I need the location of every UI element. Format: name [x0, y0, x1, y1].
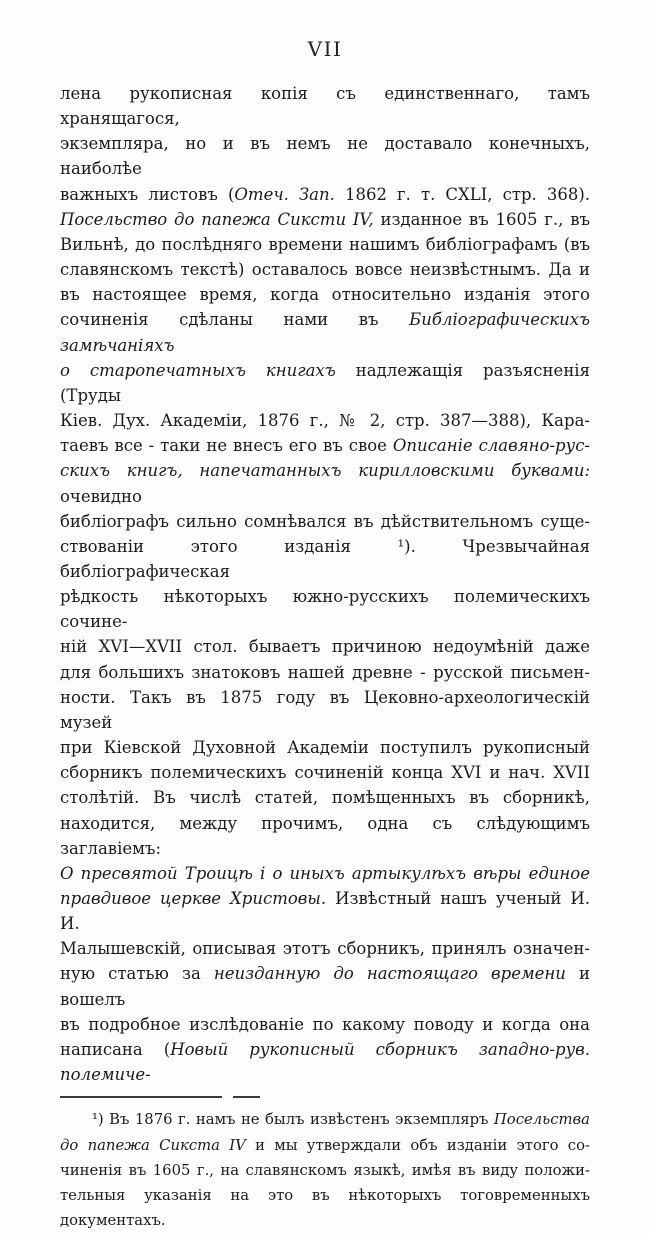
page-number: VII — [307, 37, 343, 61]
main-text — [60, 81, 590, 1087]
text-segment: надлежащія разъясненія (Труды — [60, 360, 590, 405]
text-segment: и вошелъ — [60, 964, 590, 1009]
text-line — [60, 886, 590, 936]
italic-text-segment: правдивое церкве Христовы. — [60, 889, 327, 908]
text-line — [60, 660, 590, 685]
text-line — [60, 307, 590, 357]
text-segment: ности. Такъ въ 1875 году въ Цековно-археологическій музей — [60, 687, 590, 732]
text-line — [60, 961, 590, 1011]
text-line — [60, 1183, 590, 1234]
text-segment: ную статью за — [60, 964, 214, 984]
text-segment: очевидно — [60, 486, 142, 506]
text-segment: написана ( — [60, 1039, 171, 1059]
text-segment: рѣдкость нѣкоторыхъ южно-русскихъ полемическихъ сочине- — [60, 587, 590, 632]
text-segment: тельныя указанія на это въ нѣкоторыхъ тоговременныхъ документахъ. — [60, 1187, 590, 1230]
text-line — [60, 282, 590, 307]
text-segment: въ подробное изслѣдованіе по какому поводу и когда она — [60, 1014, 590, 1034]
text-segment: въ настоящее время, когда относительно изданія этого — [60, 285, 590, 305]
text-line — [60, 207, 590, 232]
italic-text-segment: Отеч. Зап. — [234, 184, 335, 204]
text-segment: экземпляра, но и въ немъ не доставало конечныхъ, наиболѣе — [60, 134, 590, 179]
italic-text-segment: Посельства — [493, 1111, 590, 1129]
text-line — [60, 131, 590, 181]
italic-text-segment: до папежа Сикста IV — [60, 1136, 246, 1154]
text-line — [60, 634, 590, 659]
text-line — [60, 1037, 590, 1087]
italic-text-segment: неизданную до настоящаго времени — [213, 964, 566, 984]
text-segment: сочиненія сдѣланы нами въ — [60, 310, 410, 330]
text-segment: ній XVI—XVII стол. бываетъ причиною недоумѣній даже — [60, 637, 590, 657]
text-segment: чиненія въ 1605 г., на славянскомъ языкѣ, имѣя въ виду положи- — [60, 1161, 590, 1179]
text-segment: столѣтій. Въ числѣ статей, помѣщенныхъ въ сборникѣ, — [60, 788, 590, 808]
text-line — [60, 458, 590, 508]
text-line — [60, 735, 590, 760]
text-segment: Кіев. Дух. Академіи, 1876 г., № 2, стр. 387—388), Кара- — [60, 411, 590, 431]
text-line — [60, 685, 590, 735]
text-line — [60, 1158, 590, 1183]
text-line — [60, 182, 590, 207]
text-line — [60, 1133, 590, 1158]
text-line — [60, 1012, 590, 1037]
text-line — [60, 433, 590, 458]
text-segment: изданное въ 1605 г., въ — [373, 209, 590, 229]
text-segment: 1862 г. т. CXLI, стр. 368). — [334, 184, 591, 204]
text-line — [60, 408, 590, 433]
text-line — [60, 534, 590, 584]
text-segment: важныхъ листовъ ( — [60, 184, 235, 204]
text-line — [60, 811, 590, 861]
text-segment: Малышевскій, описывая этотъ сборникъ, принялъ означен- — [60, 939, 590, 959]
footnote-separator — [60, 1096, 590, 1098]
text-segment: библіографъ сильно сомнѣвался въ дѣйствительномъ суще- — [60, 511, 590, 531]
text-segment: Извѣстный нашъ ученый И. И. — [60, 889, 590, 934]
text-segment: ¹) Въ 1876 г. намъ не былъ извѣстенъ экземпляръ — [92, 1111, 494, 1129]
text-segment: славянскомъ текстѣ) оставалось вовсе неизвѣстнымъ. Да и — [60, 260, 590, 280]
italic-text-segment: Библіографическихъ замѣчаніяхъ — [60, 310, 590, 355]
italic-text-segment: скихъ книгъ, напечатанныхъ кирилловскими буквами: — [60, 461, 590, 481]
italic-text-segment: Новый рукописный сборникъ западно-рув. полемиче- — [60, 1039, 590, 1085]
text-segment: лена рукописная копія съ единственнаго, тамъ хранящагося, — [60, 84, 590, 129]
italic-text-segment: Посельство до папежа Сиксти IV, — [60, 209, 374, 229]
text-line — [60, 785, 590, 810]
text-segment: при Кіевской Духовной Академіи поступилъ рукописный — [60, 738, 590, 758]
text-line — [60, 232, 590, 257]
rule-segment-short — [233, 1096, 260, 1098]
text-line — [60, 861, 590, 886]
text-segment: и мы утверждали объ изданіи этого со- — [245, 1136, 590, 1154]
italic-text-segment: о старопечатныхъ книгахъ — [60, 360, 336, 380]
text-segment: сборникъ полемическихъ сочиненій конца XVI и нач. XVII — [60, 763, 590, 783]
text-line — [60, 760, 590, 785]
text-line — [60, 81, 590, 131]
italic-text-segment: Описаніе славяно-рус- — [392, 436, 591, 456]
text-line — [60, 1107, 590, 1132]
text-segment: Вильнѣ, до послѣдняго времени нашимъ библіографамъ (въ — [60, 234, 590, 254]
italic-text-segment: О пресвятой Троицѣ і о иныхъ артыкулѣхъ вѣры единое — [60, 863, 590, 883]
text-line — [60, 936, 590, 961]
text-line — [60, 358, 590, 408]
text-segment: таевъ все - таки не внесъ его въ свое — [60, 436, 393, 456]
text-line — [60, 584, 590, 634]
text-segment: ствованіи этого изданія ¹). Чрезвычайная библіографическая — [60, 536, 590, 581]
rule-segment-long — [60, 1096, 222, 1098]
footnote-text — [60, 1107, 590, 1233]
text-line — [60, 509, 590, 534]
text-segment: для большихъ знатоковъ нашей древне - русской письмен- — [60, 662, 590, 682]
text-line — [60, 257, 590, 282]
text-segment: находится, между прочимъ, одна съ слѣдующимъ заглавіемъ: — [60, 813, 590, 858]
